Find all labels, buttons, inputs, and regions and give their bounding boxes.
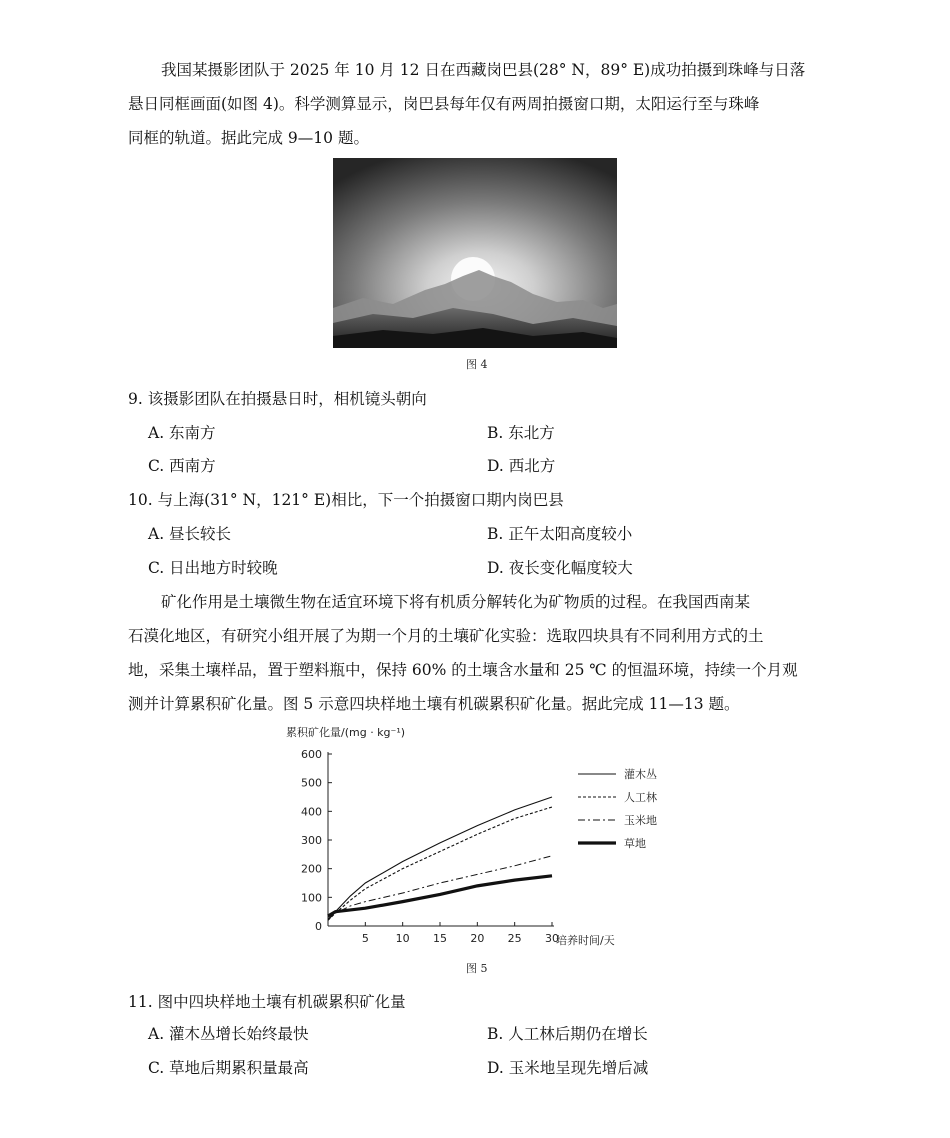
y-tick-label: 0 [315,920,322,933]
y-tick-label: 600 [301,748,322,761]
y-tick-label: 200 [301,862,322,876]
intro-line-3: 同框的轨道。据此完成 9—10 题。 [128,129,369,147]
q9-option-a[interactable]: A. 东南方 [148,424,216,442]
passage2-line-4: 测并计算累积矿化量。图 5 示意四块样地土壤有机碳累积矿化量。据此完成 11—13 题。 [128,695,740,713]
chart-y-axis-label: 累积矿化量/(mg · kg⁻¹) [286,726,406,739]
x-tick-label: 10 [395,932,410,945]
q10-option-b[interactable]: B. 正午太阳高度较小 [487,525,633,543]
q9-option-c[interactable]: C. 西南方 [148,457,216,475]
q9-stem: 9. 该摄影团队在拍摄悬日时，相机镜头朝向 [128,390,427,408]
sunset-photo [333,158,617,348]
q11-option-c[interactable]: C. 草地后期累积量最高 [148,1059,309,1077]
x-tick-label: 25 [507,932,522,945]
y-tick-label: 500 [301,776,322,790]
q9-option-b[interactable]: B. 东北方 [487,424,555,442]
passage2-line-2: 石漠化地区，有研究小组开展了为期一个月的土壤矿化实验：选取四块具有不同利用方式的土 [128,627,764,645]
x-tick-label: 15 [433,932,447,945]
y-tick-label: 300 [301,834,322,847]
legend-label: 草地 [624,837,646,850]
q11-option-d[interactable]: D. 玉米地呈现先增后减 [487,1059,649,1077]
x-tick-label: 5 [361,932,369,945]
y-tick-label: 400 [301,805,322,819]
x-tick-label: 20 [470,932,485,945]
q10-stem: 10. 与上海(31° N，121° E)相比，下一个拍摄窗口期内岗巴县 [128,491,564,509]
q11-option-b[interactable]: B. 人工林后期仍在增长 [487,1025,648,1043]
q10-option-c[interactable]: C. 日出地方时较晚 [148,559,278,577]
figure5-caption: 图 5 [466,962,488,975]
series-line-人工林 [328,807,552,920]
chart-x-axis-label: 培养时间/天 [556,934,615,947]
q10-option-d[interactable]: D. 夜长变化幅度较大 [487,559,633,577]
series-line-灌木丛 [328,797,552,920]
x-tick-label: 30 [545,932,559,945]
intro-line-1: 我国某摄影团队于 2025 年 10 月 12 日在西藏岗巴县(28° N，89° E)成功拍摄到珠峰与日落 [161,61,806,79]
q11-stem: 11. 图中四块样地土壤有机碳累积矿化量 [128,993,406,1011]
mineralization-chart [282,724,682,959]
passage2-line-1: 矿化作用是土壤微生物在适宜环境下将有机质分解转化为矿物质的过程。在我国西南某 [161,593,751,611]
legend-label: 人工林 [624,791,657,804]
legend-label: 灌木丛 [624,768,657,781]
legend-label: 玉米地 [624,814,657,827]
intro-line-2: 悬日同框画面(如图 4)。科学测算显示，岗巴县每年仅有两周拍摄窗口期，太阳运行至与珠峰 [128,95,760,113]
q9-option-d[interactable]: D. 西北方 [487,457,556,475]
series-line-草地 [328,876,552,916]
q10-option-a[interactable]: A. 昼长较长 [148,525,232,543]
q11-option-a[interactable]: A. 灌木丛增长始终最快 [148,1025,309,1043]
figure4-caption: 图 4 [466,358,488,371]
passage2-line-3: 地，采集土壤样品，置于塑料瓶中，保持 60% 的土壤含水量和 25 ℃ 的恒温环境，持续一个月观 [128,661,798,679]
y-tick-label: 100 [301,891,322,905]
